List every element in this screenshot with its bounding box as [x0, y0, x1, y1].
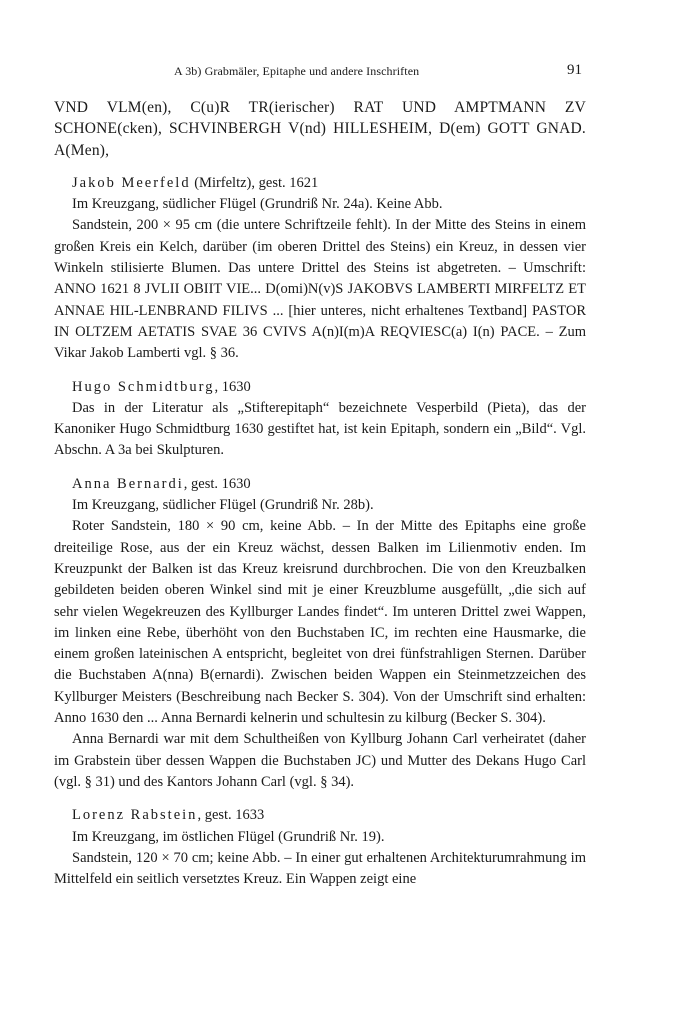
entry-dates: , gest. 1633 [197, 807, 265, 824]
entry-dates: , 1630 [214, 378, 251, 395]
entry-name: Anna Bernardi [72, 475, 184, 492]
entry-name: Jakob Meerfeld [72, 174, 191, 191]
entry-name: Hugo Schmidtburg [72, 378, 215, 395]
inscription-text: VND VLM(en), C(u)R TR(ierischer) RAT UND AMPTMANN ZV SCHONE(cken), SCHVINBERGH V(nd) HILLESHEIM, D(em) GOTT GNAD. A(Men), [54, 99, 586, 159]
entry-heading [54, 805, 586, 826]
entry-schmidtburg [54, 377, 586, 462]
entry-heading [54, 377, 586, 398]
entry-paragraph: Im Kreuzgang, im östlichen Flügel (Grundriß Nr. 19). [72, 828, 385, 845]
entry-dates: (Mirfeltz), gest. 1621 [190, 174, 319, 191]
entry-meerfeld [54, 173, 586, 365]
page-number: 91 [567, 62, 582, 78]
entry-bernardi [54, 474, 586, 793]
running-head [54, 62, 586, 80]
entry-paragraph: Roter Sandstein, 180 × 90 cm, keine Abb. – In der Mitte des Epitaphs eine große dreiteilige Rose, aus der ein Kreuz wächst, dessen Balken im Lilienmotiv enden. Im Kreuzpunkt der Balken ist das Kreuz kreisrund durchbrochen. Die von den Kreuzbalken gebildeten beiden oberen Winkel sind mit je einer Kreuzblume ausgefüllt, „die sich auf sehr vielen Wegekreuzen des Kyllburger Landes findet“. Im unteren Drittel zwei Wappen, im linken eine Rebe, überhöht von den Buchstaben IC, im rechten eine Hausmarke, die einem großen lateinischen A entspricht, begleitet von drei fünfstrahligen Sternen. Darüber die Buchstaben A(nna) B(ernardi). Zwischen beiden Wappen ein Steinmetzzeichen des Kyllburger Meisters (Beschreibung nach Becker S. 304). Von der Umschrift sind erhalten: Anno 1630 den ... Anna Bernardi kelnerin und schultesin zu kilburg (Becker S. 304). [54, 518, 586, 727]
entry-paragraph: Sandstein, 120 × 70 cm; keine Abb. – In einer gut erhaltenen Architekturumrahmung im Mittelfeld ein seitlich versetztes Kreuz. Ein Wappen zeigt eine [54, 849, 586, 888]
entry-paragraph: Das in der Literatur als „Stifterepitaph“ bezeichnete Vesperbild (Pieta), das der Kanoniker Hugo Schmidtburg 1630 gestiftet hat, ist kein Epitaph, sondern ein „Bild“. Vgl. Abschn. A 3a bei Skulpturen. [54, 399, 586, 459]
running-title: A 3b) Grabmäler, Epitaphe und andere Inschriften [174, 64, 420, 78]
entry-paragraph: Im Kreuzgang, südlicher Flügel (Grundriß Nr. 24a). Keine Abb. [72, 196, 443, 213]
entry-name: Lorenz Rabstein [72, 807, 198, 824]
body-text [54, 97, 586, 890]
entry-heading [54, 474, 586, 495]
entry-paragraph: Sandstein, 200 × 95 cm (die untere Schriftzeile fehlt). In der Mitte des Steins in einem großen Kreis ein Kelch, darüber (im oberen Drittel des Steins) ein Kreuz, in dessen vier Winkeln stilisierte Blumen. Das untere Drittel des Steins ist abgetreten. – Umschrift: ANNO 1621 8 JVLII OBIIT VIE... D(omi)N(v)S JAKOBVS LAMBERTI MIRFELTZ ET ANNAE HIL-LENBRAND FILIVS ... [hier unteres, nicht erhaltenes Textband] PASTOR IN OLTZEM AETATIS SVAE 36 CVIVS A(n)I(m)A REQVIESC(a) I(n) PACE. – Zum Vikar Jakob Lamberti vgl. § 36. [54, 217, 586, 362]
entry-rabstein [54, 805, 586, 890]
entry-heading [54, 173, 586, 194]
entry-paragraph: Anna Bernardi war mit dem Schultheißen von Kyllburg Johann Carl verheiratet (daher im Grabstein über dessen Wappen die Buchstaben JC) und Mutter des Dekans Hugo Carl (vgl. § 31) und des Kantors Johann Carl (vgl. § 34). [54, 731, 586, 790]
entry-dates: , gest. 1630 [183, 475, 251, 492]
entry-paragraph: Im Kreuzgang, südlicher Flügel (Grundriß Nr. 28b). [72, 497, 374, 514]
